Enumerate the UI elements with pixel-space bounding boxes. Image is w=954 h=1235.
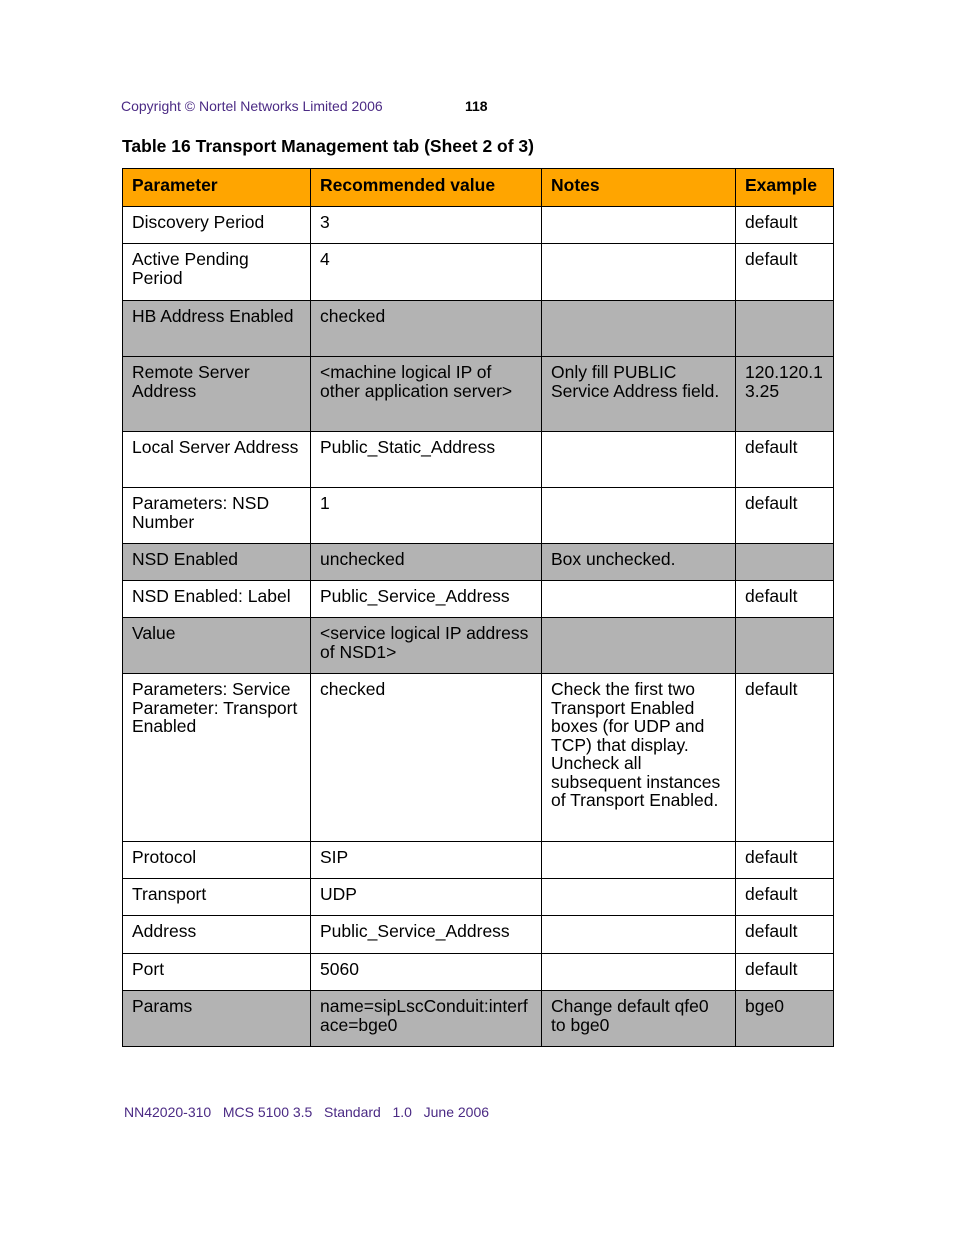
table-row [123,879,834,916]
cell-example [736,544,834,581]
cell-notes [542,207,736,244]
cell-example: bge0 [736,991,834,1047]
cell-notes [542,432,736,488]
cell-notes [542,488,736,544]
cell-parameter: Address [123,916,311,954]
cell-example: default [736,432,834,488]
cell-parameter: Protocol [123,842,311,879]
cell-notes [542,581,736,618]
cell-recommended-value: unchecked [311,544,542,581]
table-row [123,991,834,1047]
cell-recommended-value: UDP [311,879,542,916]
cell-example: default [736,954,834,991]
page-number: 118 [465,98,488,114]
cell-example: default [736,488,834,544]
cell-parameter: Parameters: Service Parameter: Transport Enabled [123,674,311,842]
cell-example [736,618,834,674]
cell-parameter: Params [123,991,311,1047]
cell-parameter: NSD Enabled [123,544,311,581]
cell-parameter: Active Pending Period [123,244,311,301]
cell-recommended-value: <machine logical IP of other application server> [311,357,542,432]
cell-example: default [736,581,834,618]
cell-example: default [736,842,834,879]
cell-parameter: NSD Enabled: Label [123,581,311,618]
cell-notes: Box unchecked. [542,544,736,581]
cell-parameter: Value [123,618,311,674]
cell-notes [542,916,736,954]
table-row [123,842,834,879]
cell-notes [542,954,736,991]
cell-example: default [736,879,834,916]
column-header-example: Example [736,169,834,207]
cell-example [736,301,834,357]
cell-recommended-value: checked [311,674,542,842]
cell-recommended-value: <service logical IP address of NSD1> [311,618,542,674]
cell-parameter: Remote Server Address [123,357,311,432]
table-row [123,488,834,544]
table-row [123,618,834,674]
cell-notes [542,618,736,674]
cell-parameter: Parameters: NSD Number [123,488,311,544]
table-header-row [123,169,834,207]
cell-notes: Change default qfe0 to bge0 [542,991,736,1047]
cell-recommended-value: 4 [311,244,542,301]
table-row [123,357,834,432]
table-row [123,244,834,301]
document-footer: NN42020-310 MCS 5100 3.5 Standard 1.0 June 2006 [124,1104,490,1120]
cell-notes: Check the first two Transport Enabled boxes (for UDP and TCP) that display. Uncheck all subsequent instances of Transport Enabled. [542,674,736,842]
cell-example: default [736,916,834,954]
cell-recommended-value: Public_Service_Address [311,916,542,954]
cell-example: default [736,244,834,301]
cell-notes [542,879,736,916]
cell-example: default [736,207,834,244]
table-row [123,207,834,244]
cell-recommended-value: checked [311,301,542,357]
cell-recommended-value: 5060 [311,954,542,991]
cell-notes [542,842,736,879]
cell-parameter: Port [123,954,311,991]
cell-parameter: HB Address Enabled [123,301,311,357]
table-row [123,674,834,842]
cell-notes: Only fill PUBLIC Service Address field. [542,357,736,432]
cell-recommended-value: SIP [311,842,542,879]
copyright-notice: Copyright © Nortel Networks Limited 2006 [121,98,383,114]
table-caption: Table 16 Transport Management tab (Sheet 2 of 3) [122,136,534,156]
cell-recommended-value: 3 [311,207,542,244]
cell-recommended-value: Public_Static_Address [311,432,542,488]
cell-recommended-value: Public_Service_Address [311,581,542,618]
table-row [123,916,834,954]
column-header-notes: Notes [542,169,736,207]
cell-notes [542,244,736,301]
cell-parameter: Local Server Address [123,432,311,488]
table-row [123,301,834,357]
cell-parameter: Transport [123,879,311,916]
cell-recommended-value: name=sipLscConduit:interface=bge0 [311,991,542,1047]
table-row [123,544,834,581]
table-row [123,954,834,991]
table-row [123,432,834,488]
transport-management-table [122,168,834,1047]
column-header-recommended-value: Recommended value [311,169,542,207]
cell-example: 120.120.13.25 [736,357,834,432]
cell-recommended-value: 1 [311,488,542,544]
column-header-parameter: Parameter [123,169,311,207]
cell-notes [542,301,736,357]
cell-example: default [736,674,834,842]
cell-parameter: Discovery Period [123,207,311,244]
table-row [123,581,834,618]
